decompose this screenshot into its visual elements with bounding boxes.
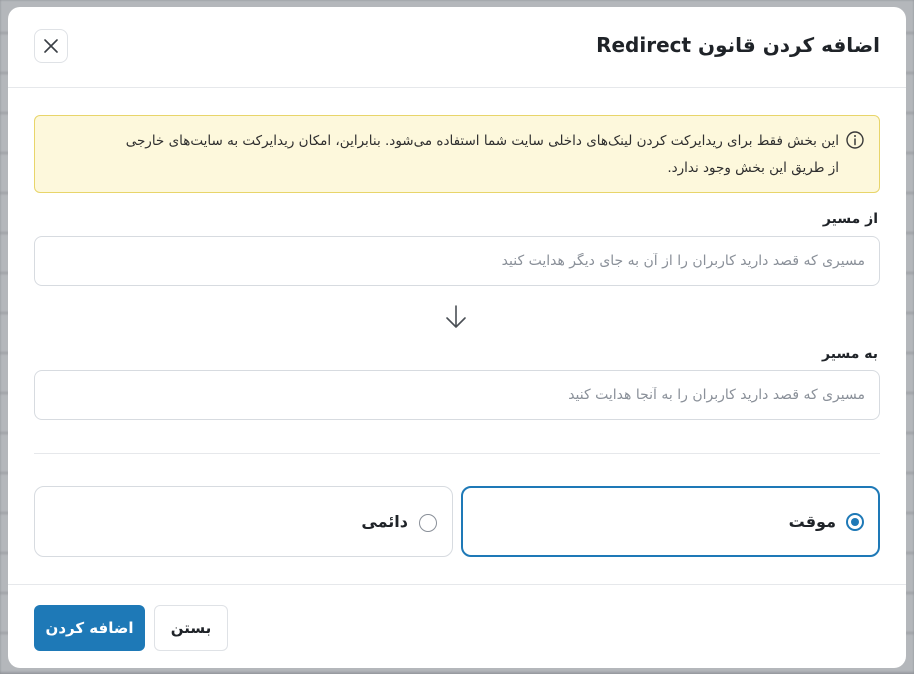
alert-text-line2: از طریق این بخش وجود ندارد.: [667, 160, 839, 176]
redirect-type-permanent-option[interactable]: [34, 486, 453, 557]
info-alert: [34, 115, 880, 193]
alert-text-line1: این بخش فقط برای ریدایرکت کردن لینک‌های داخلی سایت شما استفاده می‌شود. بنابراین، امکان ریدایرکت به سایت‌های خارجی: [125, 133, 839, 149]
modal-header: [8, 7, 906, 88]
section-divider: [34, 453, 880, 454]
from-path-input[interactable]: [34, 236, 880, 286]
arrow-down-icon: [445, 304, 467, 330]
modal-footer: [8, 584, 906, 668]
to-path-label: به مسیر: [822, 346, 878, 362]
close-icon: [44, 39, 58, 53]
info-icon: [845, 130, 865, 150]
close-button[interactable]: [34, 29, 68, 63]
add-button[interactable]: اضافه کردن: [34, 605, 145, 651]
temporary-radio[interactable]: [846, 513, 864, 531]
to-path-input[interactable]: [34, 370, 880, 420]
redirect-type-temporary-option[interactable]: [461, 486, 880, 557]
temporary-label: موقت: [788, 512, 836, 531]
permanent-label: دائمی: [361, 512, 408, 531]
close-text-button[interactable]: بستن: [154, 605, 228, 651]
add-redirect-modal: [8, 7, 906, 668]
permanent-radio[interactable]: [419, 514, 437, 532]
from-path-label: از مسیر: [822, 211, 878, 227]
modal-title: اضافه کردن قانون Redirect: [596, 33, 880, 57]
